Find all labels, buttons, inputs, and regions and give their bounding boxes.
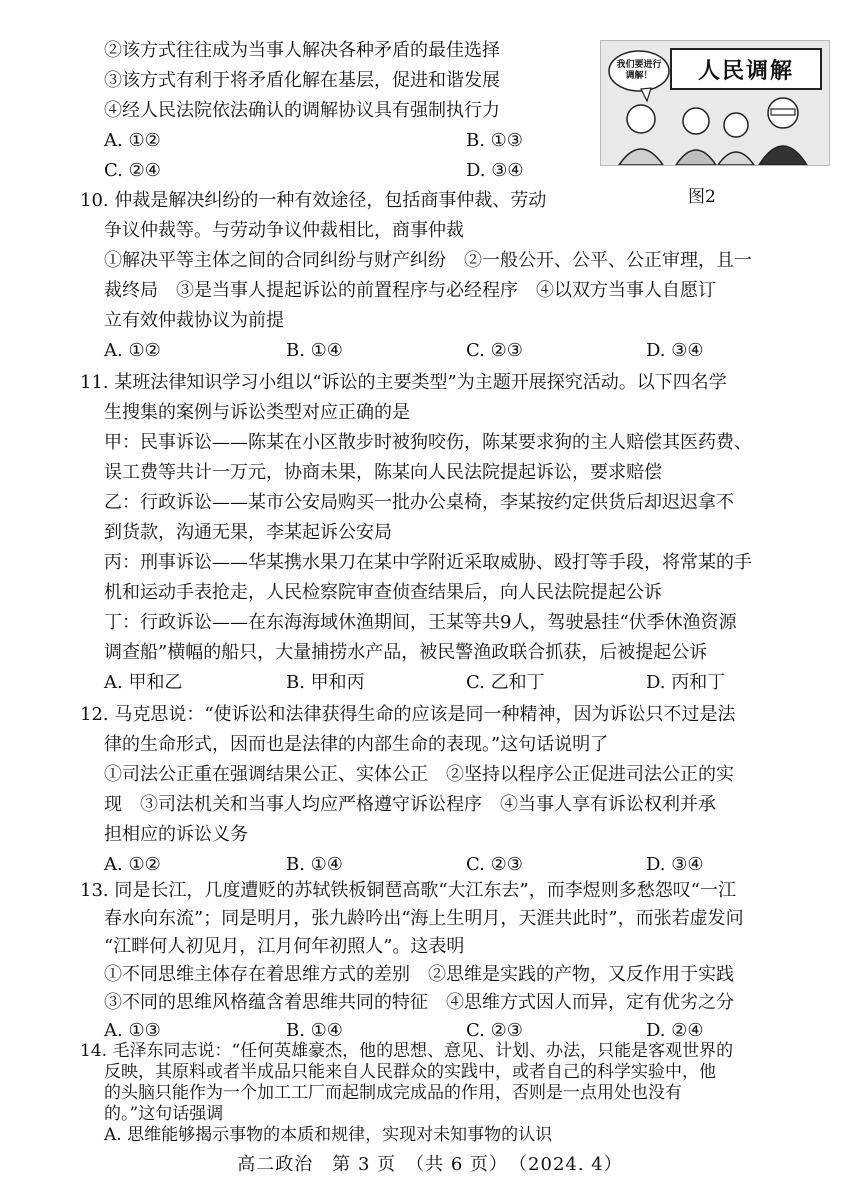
q12-option-d: D. ③④ <box>646 854 704 875</box>
q10-option-a: A. ①② <box>104 340 161 361</box>
q13-stem-line-1: 13. 同是长江，几度遭贬的苏轼铁板铜琶高歌“大江东去”，而李煜则多愁怨叹“一江 <box>80 880 736 901</box>
q13-stem-line-2: 春水向东流”；同是明月，张九龄吟出“海上生明月，天涯共此时”，而张若虚发问 <box>104 908 744 929</box>
q14-stem-line-1: 14. 毛泽东同志说：“任何英雄豪杰，他的思想、意见、计划、办法，只能是客观世界的 <box>80 1041 734 1061</box>
page-footer: 高二政治 第 3 页 （共 6 页） （2024. 4） <box>237 1154 623 1175</box>
q10-option-c: C. ②③ <box>466 340 523 361</box>
q11-case-jia-line-1: 甲：民事诉讼——陈某在小区散步时被狗咬伤，陈某要求狗的主人赔偿其医药费、 <box>104 432 752 453</box>
q11-option-b: B. 甲和丙 <box>286 672 365 693</box>
q9-option-d: D. ③④ <box>466 160 524 181</box>
q14-stem-line-2: 反映，其原料或者半成品只能来自人民群众的实践中，或者自己的科学实验中，他 <box>104 1062 716 1082</box>
q9-statement-2: ②该方式往往成为当事人解决各种矛盾的最佳选择 <box>104 40 500 61</box>
q9-option-b: B. ①③ <box>466 130 523 151</box>
q9-option-a: A. ①② <box>104 130 161 151</box>
q11-case-ding-line-2: 调查船”横幅的船只，大量捕捞水产品，被民警渔政联合抓获，后被提起公诉 <box>104 642 708 663</box>
q10-statements-line-3: 立有效仲裁协议为前提 <box>104 310 284 331</box>
q13-statements-line-1: ①不同思维主体存在着思维方式的差别 ②思维是实践的产物，又反作用于实践 <box>104 964 734 985</box>
q12-option-a: A. ①② <box>104 854 161 875</box>
q11-stem-line-2: 生搜集的案例与诉讼类型对应正确的是 <box>104 402 410 423</box>
q10-option-b: B. ①④ <box>286 340 343 361</box>
q11-option-c: C. 乙和丁 <box>466 672 545 693</box>
q14-stem-line-4: 的。”这句话强调 <box>104 1104 224 1124</box>
q11-case-ding-line-1: 丁：行政诉讼——在东海海域休渔期间，王某等共9人，驾驶悬挂“伏季休渔资源 <box>104 612 737 633</box>
figure-caption: 图2 <box>688 187 716 207</box>
q13-option-c: C. ②③ <box>466 1020 523 1041</box>
q11-option-a: A. 甲和乙 <box>104 672 183 693</box>
q13-option-b: B. ①④ <box>286 1020 343 1041</box>
q12-statements-line-3: 担相应的诉讼义务 <box>104 824 248 845</box>
q11-stem-line-1: 11. 某班法律知识学习小组以“诉讼的主要类型”为主题开展探究活动。以下四名学 <box>80 372 727 393</box>
q12-stem-line-2: 律的生命形式，因而也是法律的内部生命的表现。”这句话说明了 <box>104 734 609 755</box>
q9-statement-3: ③该方式有利于将矛盾化解在基层，促进和谐发展 <box>104 70 500 91</box>
q14-option-a: A. 思维能够揭示事物的本质和规律，实现对未知事物的认识 <box>104 1125 553 1145</box>
q13-option-d: D. ②④ <box>646 1020 704 1041</box>
q10-statements-line-2: 裁终局 ③是当事人提起诉讼的前置程序与必经程序 ④以双方当事人自愿订 <box>104 280 716 301</box>
q12-stem-line-1: 12. 马克思说：“使诉讼和法律获得生命的应该是同一种精神，因为诉讼只不过是法 <box>80 704 736 725</box>
q11-case-bing-line-2: 机和运动手表抢走，人民检察院审查侦查结果后，向人民法院提起公诉 <box>104 582 662 603</box>
q13-stem-line-3: “江畔何人初见月，江月何年初照人”。这表明 <box>104 936 465 957</box>
q9-option-c: C. ②④ <box>104 160 161 181</box>
mediation-illustration <box>600 40 830 166</box>
q9-statement-4: ④经人民法院依法确认的调解协议具有强制执行力 <box>104 100 500 121</box>
q12-option-c: C. ②③ <box>466 854 523 875</box>
q10-stem-line-1: 10. 仲裁是解决纠纷的一种有效途径，包括商事仲裁、劳动 <box>80 190 547 211</box>
q11-case-jia-line-2: 误工费等共计一万元，协商未果，陈某向人民法院提起诉讼，要求赔偿 <box>104 462 662 483</box>
q14-stem-line-3: 的头脑只能作为一个加工工厂而起制成完成品的作用，否则是一点用处也没有 <box>104 1083 682 1103</box>
q12-statements-line-2: 现 ③司法机关和当事人均应严格遵守诉讼程序 ④当事人享有诉讼权利并承 <box>104 794 716 815</box>
q10-stem-line-2: 争议仲裁等。与劳动争议仲裁相比，商事仲裁 <box>104 220 464 241</box>
q11-case-bing-line-1: 丙：刑事诉讼——华某携水果刀在某中学附近采取威胁、殴打等手段，将常某的手 <box>104 552 752 573</box>
q10-option-d: D. ③④ <box>646 340 704 361</box>
speech-bubble-text: 我们要进行调解！ <box>616 60 662 81</box>
mediation-sign-text: 人民调解 <box>697 58 794 84</box>
q13-option-a: A. ①③ <box>104 1020 161 1041</box>
q11-case-yi-line-2: 到货款，沟通无果，李某起诉公安局 <box>104 522 392 543</box>
q12-statements-line-1: ①司法公正重在强调结果公正、实体公正 ②坚持以程序公正促进司法公正的实 <box>104 764 734 785</box>
q12-option-b: B. ①④ <box>286 854 343 875</box>
q11-case-yi-line-1: 乙：行政诉讼——某市公安局购买一批办公桌椅，李某按约定供货后却迟迟拿不 <box>104 492 734 513</box>
q10-statements-line-1: ①解决平等主体之间的合同纠纷与财产纠纷 ②一般公开、公平、公正审理，且一 <box>104 250 752 271</box>
q11-option-d: D. 丙和丁 <box>646 672 726 693</box>
q13-statements-line-2: ③不同的思维风格蕴含着思维共同的特征 ④思维方式因人而异，定有优劣之分 <box>104 992 734 1013</box>
